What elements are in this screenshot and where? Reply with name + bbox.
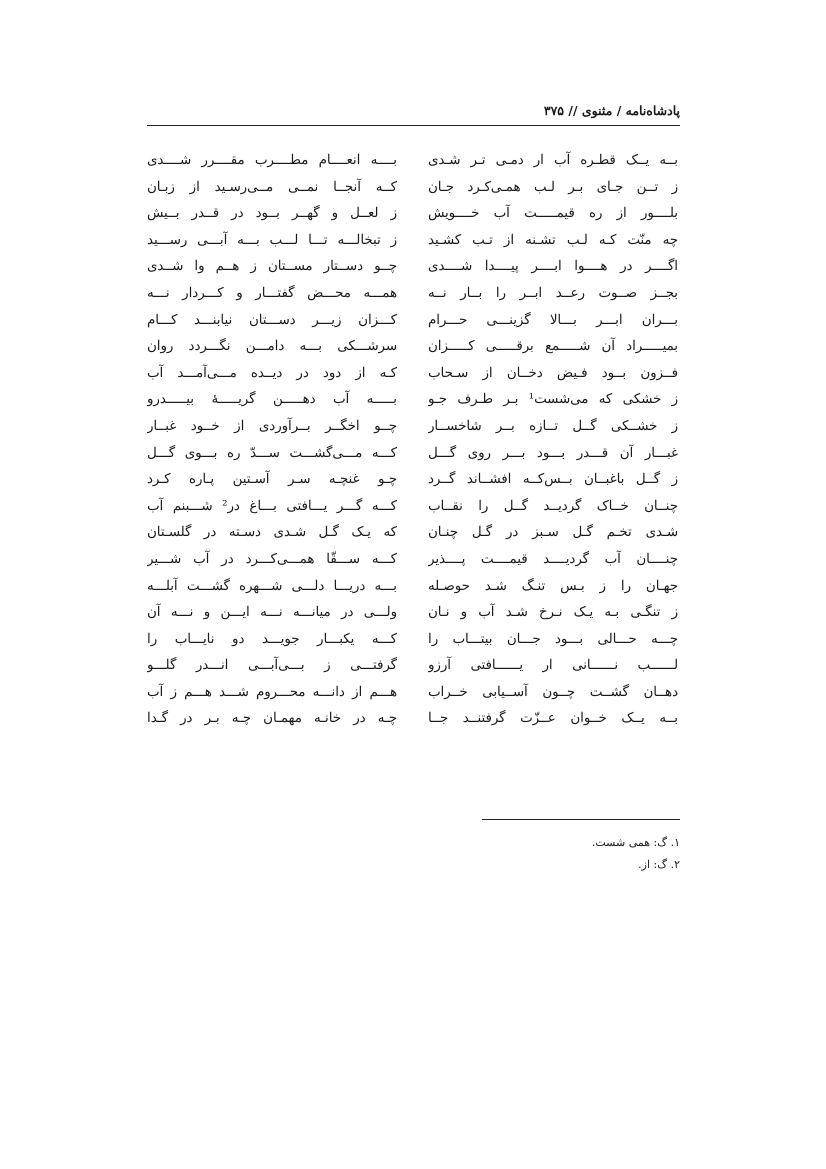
verse-column-right	[428, 148, 678, 733]
verse-line: غبـــار آن قـــدر بـــود بـــر روی گـــل	[428, 445, 678, 461]
verse-line: چــو اخگــر بــرآوردی از خــود غبــار	[147, 418, 397, 434]
footnote-rule	[482, 819, 680, 820]
verse-line: فــزون بــود فـیض دخــان از سـحاب	[428, 365, 678, 381]
running-header: پادشاه‌نامه / مثنوی // ۳۷۵	[543, 103, 680, 118]
verse-line: بجــز صــوت رعــد ابــر را بــار نــه	[428, 285, 678, 301]
verse-line: ز خشکی که می‌شست¹ بـر طـرف جـو	[428, 392, 678, 408]
verse-line: کـــزان زیـــر دســـتان نیابنـــد کـــام	[147, 312, 397, 328]
verse-line: چنــان خــاک گردیــد گــل را نقــاب	[428, 498, 678, 514]
verse-line: بــــه انعــــام مطــــرب مقــــرر شــــدی	[147, 153, 397, 168]
verse-line: که یـک گـل شـدی دسـته در گلسـتان	[147, 525, 397, 541]
verse-line: ز تبخالـــه تـــا لـــب بـــه آبـــی رســـید	[147, 232, 397, 248]
verse-line: ز تــن جـای بـر لـب همـی‌کـرد جـان	[428, 179, 678, 195]
verse-line: بلــــور از ره قیمـــــت آب خــــویش	[428, 206, 678, 222]
verse-line: لــــــب نــــــانی ار یــــــافتی آرزو	[428, 658, 678, 674]
verse-line: چــو دســتار مســتان ز هــم وا شــدی	[147, 259, 397, 275]
verse-line: ز گــل باغبــان بــس‌کــه افشــاند گــرد	[428, 472, 678, 488]
verse-line: سرشـــکی بـــه دامـــن نگـــردد روان	[147, 339, 397, 355]
header-rule	[147, 125, 680, 126]
footnote-2: ۲. گ: از.	[638, 858, 680, 871]
footnotes	[440, 832, 680, 876]
verse-line: جهـان را ز بـس تنـگ شـد حوصـله	[428, 578, 678, 594]
verse-line: ز تنگـی بـه یـک نـرخ شـد آب و نـان	[428, 605, 678, 621]
verse-line: کـــه گـــر یـــافتی بـــاغ در² شـــبنم آب	[147, 498, 397, 514]
verse-line: کـه از دود در دیــده مـــی‌آمـــد آب	[147, 365, 397, 381]
verse-line: چـو غنچـه سـر آسـتین پـاره کـرد	[147, 472, 397, 488]
verse-line: گرفتـــی ز بـــی‌آبـــی انـــدر گلـــو	[147, 658, 397, 674]
verse-line: ز لعــل و گهــر بــود در قــدر بــیش	[147, 206, 397, 222]
verse-line: چه منّت کـه لـب تشـنه از تـب کشـید	[428, 232, 678, 248]
verse-line: چـه در خانـه مهمـان چـه بـر در گـدا	[147, 711, 397, 727]
verse-line: همـــه محـــض گفتـــار و کـــردار نـــه	[147, 285, 397, 301]
verse-line: بــه یــک قطـره آب ار دمـی تـر شـدی	[428, 153, 678, 168]
footnote-1: ۱. گ: همی شست.	[591, 836, 680, 849]
verse-line: اگــــر در هــــوا ابــــر پیــــدا شــــدی	[428, 259, 678, 275]
verse-line: ز خشــکی گــل تــازه بــر شاخســار	[428, 418, 678, 434]
verse-column-left	[147, 148, 397, 733]
verse-line: چنــــان آب گردیــــد قیمــــت پــــذیر	[428, 551, 678, 567]
verse-line: بــه یــک خــوان عــزّت گرفتنــد جــا	[428, 711, 678, 727]
verse-line: دهــان گشــت چــون آســیابی خــراب	[428, 684, 678, 700]
verse-line: کـــه ســـقّا همـــی‌کـــرد در آب شـــیر	[147, 551, 397, 567]
verse-line: بـــــه آب دهـــــن گریـــــهٔ بیـــــدرو	[147, 392, 397, 408]
verse-line: ولـــی در میانـــه نـــه ایـــن و نـــه آن	[147, 605, 397, 621]
verse-line: بـــران ابـــر بـــالا گزینـــی حـــرام	[428, 312, 678, 328]
verse-line: شـدی تخـم گـل سـبز در گـل چنـان	[428, 525, 678, 541]
verse-line: چـــه حـــالی بـــود جـــان بیتـــاب را	[428, 631, 678, 647]
verse-line: کـــه یکبـــار جویـــد دو نایـــاب را	[147, 631, 397, 647]
verse-line: کــه آنجــا نمــی مــی‌رسـید از زبـان	[147, 179, 397, 195]
verse-line: بمیـــــراد آن شـــــمع برقـــــی کـــــزان	[428, 339, 678, 355]
verse-line: هـــم از دانـــه محـــروم شـــد هـــم ز آب	[147, 684, 397, 700]
verse-line: بـــه دریـــا دلـــی شـــهره گشـــت آبلـــه	[147, 578, 397, 594]
verse-line: کـــه مـــی‌گشـــت ســـدّ ره بـــوی گـــل	[147, 445, 397, 461]
